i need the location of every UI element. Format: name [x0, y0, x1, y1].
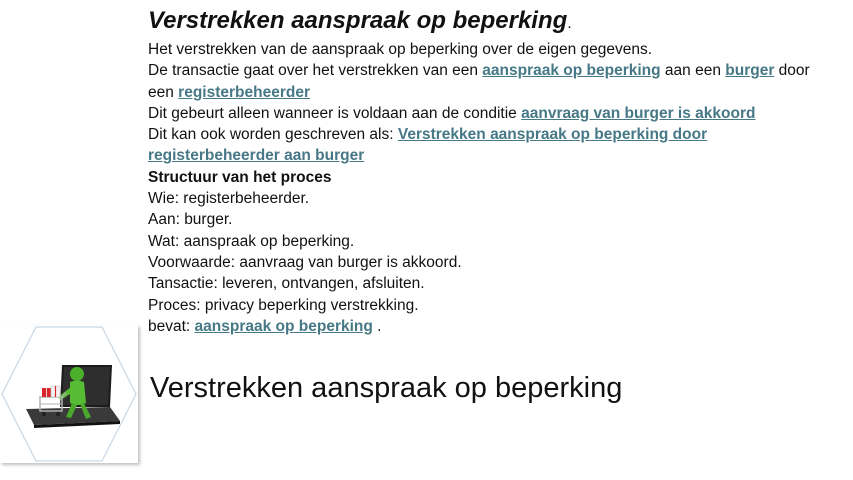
link-aanspraak-op-beperking[interactable]: aanspraak op beperking — [482, 62, 661, 80]
contains-label: bevat: — [148, 317, 195, 335]
transaction-text-2: aan een — [660, 62, 726, 80]
structure-process: Proces: privacy beperking verstrekking. — [148, 296, 419, 314]
condition-text: Dit gebeurt alleen wanneer is voldaan aan de conditie — [148, 104, 522, 122]
condition-paragraph — [148, 103, 838, 124]
link-registerbeheerder[interactable]: registerbeheerder — [178, 83, 310, 101]
illustration — [0, 325, 138, 463]
alt-paragraph — [148, 124, 838, 167]
page-title — [148, 6, 838, 39]
link-condition[interactable]: aanvraag van burger is akkoord — [521, 104, 756, 122]
document-body — [148, 6, 838, 337]
structure-to: Aan: burger. — [148, 211, 233, 229]
transaction-paragraph — [148, 60, 838, 103]
structure-transaction: Tansactie: leveren, ontvangen, afsluiten. — [148, 275, 425, 293]
structure-who: Wie: registerbeheerder. — [148, 190, 310, 208]
link-alternative-name[interactable]: Verstrekken aanspraak op beperking door registerbeheerder aan burger — [148, 126, 708, 165]
link-contains[interactable]: aanspraak op beperking — [194, 317, 373, 335]
contains-end: . — [372, 317, 382, 335]
structure-heading: Structuur van het proces — [148, 168, 332, 186]
link-burger[interactable]: burger — [725, 62, 775, 80]
title-period: . — [567, 15, 572, 32]
intro-text: Het verstrekken van de aanspraak op beperking over de eigen gegevens. — [148, 41, 653, 58]
alt-text: Dit kan ook worden geschreven als: — [148, 126, 398, 144]
structure-precondition: Voorwaarde: aanvraag van burger is akkoord. — [148, 253, 462, 271]
title-text: Verstrekken aanspraak op beperking — [148, 7, 568, 34]
slide-caption: Verstrekken aanspraak op beperking — [150, 372, 623, 404]
structure-what: Wat: aanspraak op beperking. — [148, 232, 355, 250]
laptop-shopping-figure-icon — [0, 325, 138, 463]
transaction-text-3: door een — [148, 62, 810, 101]
transaction-text-1: De transactie gaat over het verstrekken van een — [148, 62, 483, 80]
structure-contains — [148, 316, 838, 337]
